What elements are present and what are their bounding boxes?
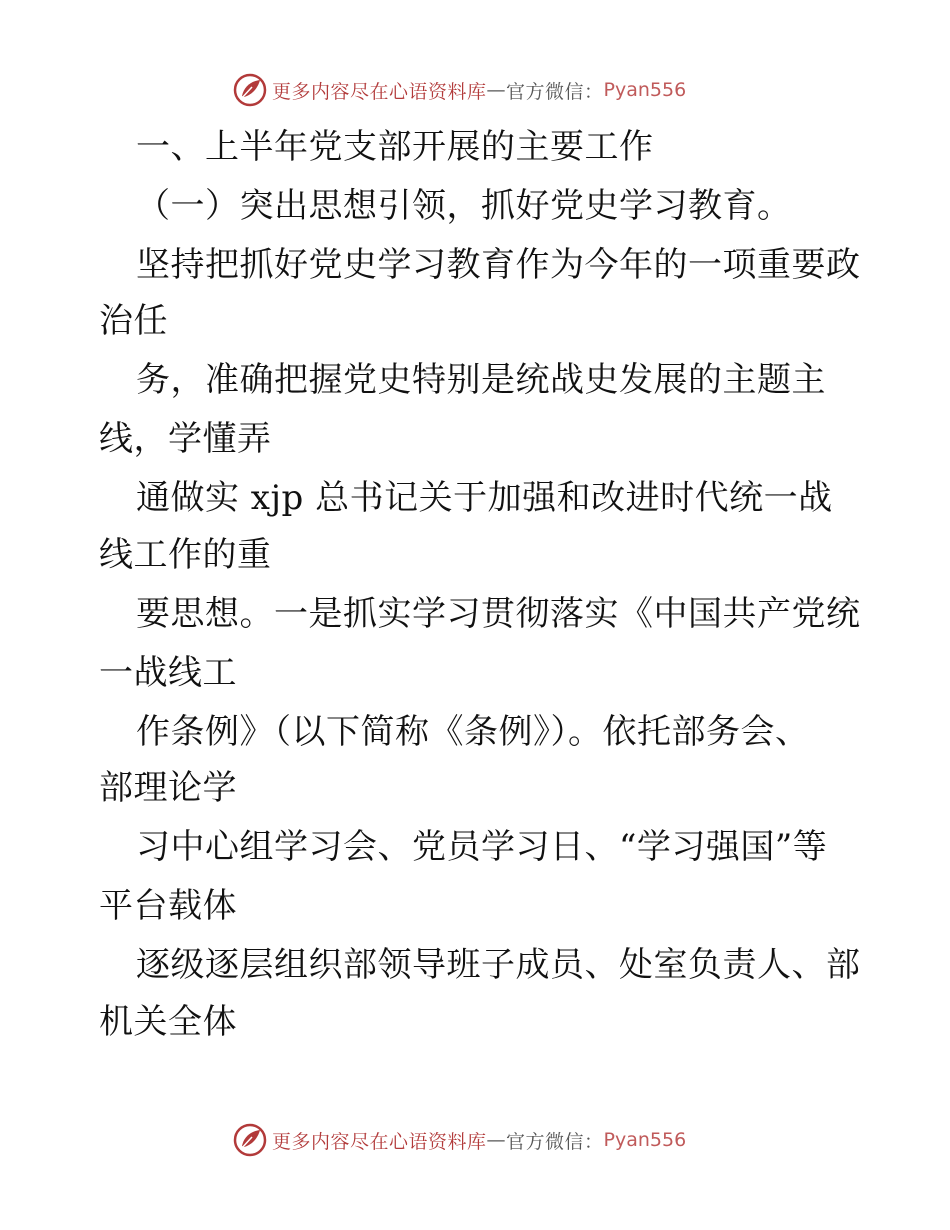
section-heading: 一、上半年党支部开展的主要工作 xyxy=(136,127,654,167)
paragraph-line: 作条例》（以下简称《条例》）。依托部务会、 xyxy=(136,712,810,752)
paragraph-line: 一战线工 xyxy=(99,653,237,693)
watermark-main-text: 更多内容尽在心语资料库 xyxy=(272,1130,487,1153)
paragraph-line: 逐级逐层组织部领导班子成员、处室负责人、部 xyxy=(136,945,861,985)
subsection-heading: （一）突出思想引领，抓好党史学习教育。 xyxy=(136,186,792,226)
watermark-dash: — xyxy=(486,79,507,101)
watermark-wechat-id: Pyan556 xyxy=(603,1129,687,1151)
paragraph-line: 线工作的重 xyxy=(99,535,272,575)
paragraph-line: 习中心组学习会、党员学习日、“学习强国”等 xyxy=(136,827,828,867)
paragraph-line: 坚持把抓好党史学习教育作为今年的一项重要政 xyxy=(136,245,861,285)
leaf-logo-icon xyxy=(232,1122,268,1158)
paragraph-line: 部理论学 xyxy=(99,768,237,808)
paragraph-line: 治任 xyxy=(99,301,168,341)
watermark-label: 官方微信： xyxy=(506,80,604,103)
paragraph-line: 线，学懂弄 xyxy=(99,419,272,459)
paragraph-line: 平台载体 xyxy=(99,886,237,926)
leaf-logo-icon xyxy=(232,72,268,108)
watermark-dash: — xyxy=(486,1129,507,1151)
footer-watermark xyxy=(232,1120,686,1160)
watermark-wechat-id: Pyan556 xyxy=(603,79,687,101)
paragraph-line: 通做实 xjp 总书记关于加强和改进时代统一战 xyxy=(136,478,833,518)
paragraph-line: 机关全体 xyxy=(99,1002,237,1042)
header-watermark xyxy=(232,70,686,110)
paragraph-line: 要思想。一是抓实学习贯彻落实《中国共产党统 xyxy=(136,594,861,634)
watermark-label: 官方微信： xyxy=(506,1130,604,1153)
watermark-main-text: 更多内容尽在心语资料库 xyxy=(272,80,487,103)
paragraph-line: 务，准确把握党史特别是统战史发展的主题主 xyxy=(136,360,826,400)
